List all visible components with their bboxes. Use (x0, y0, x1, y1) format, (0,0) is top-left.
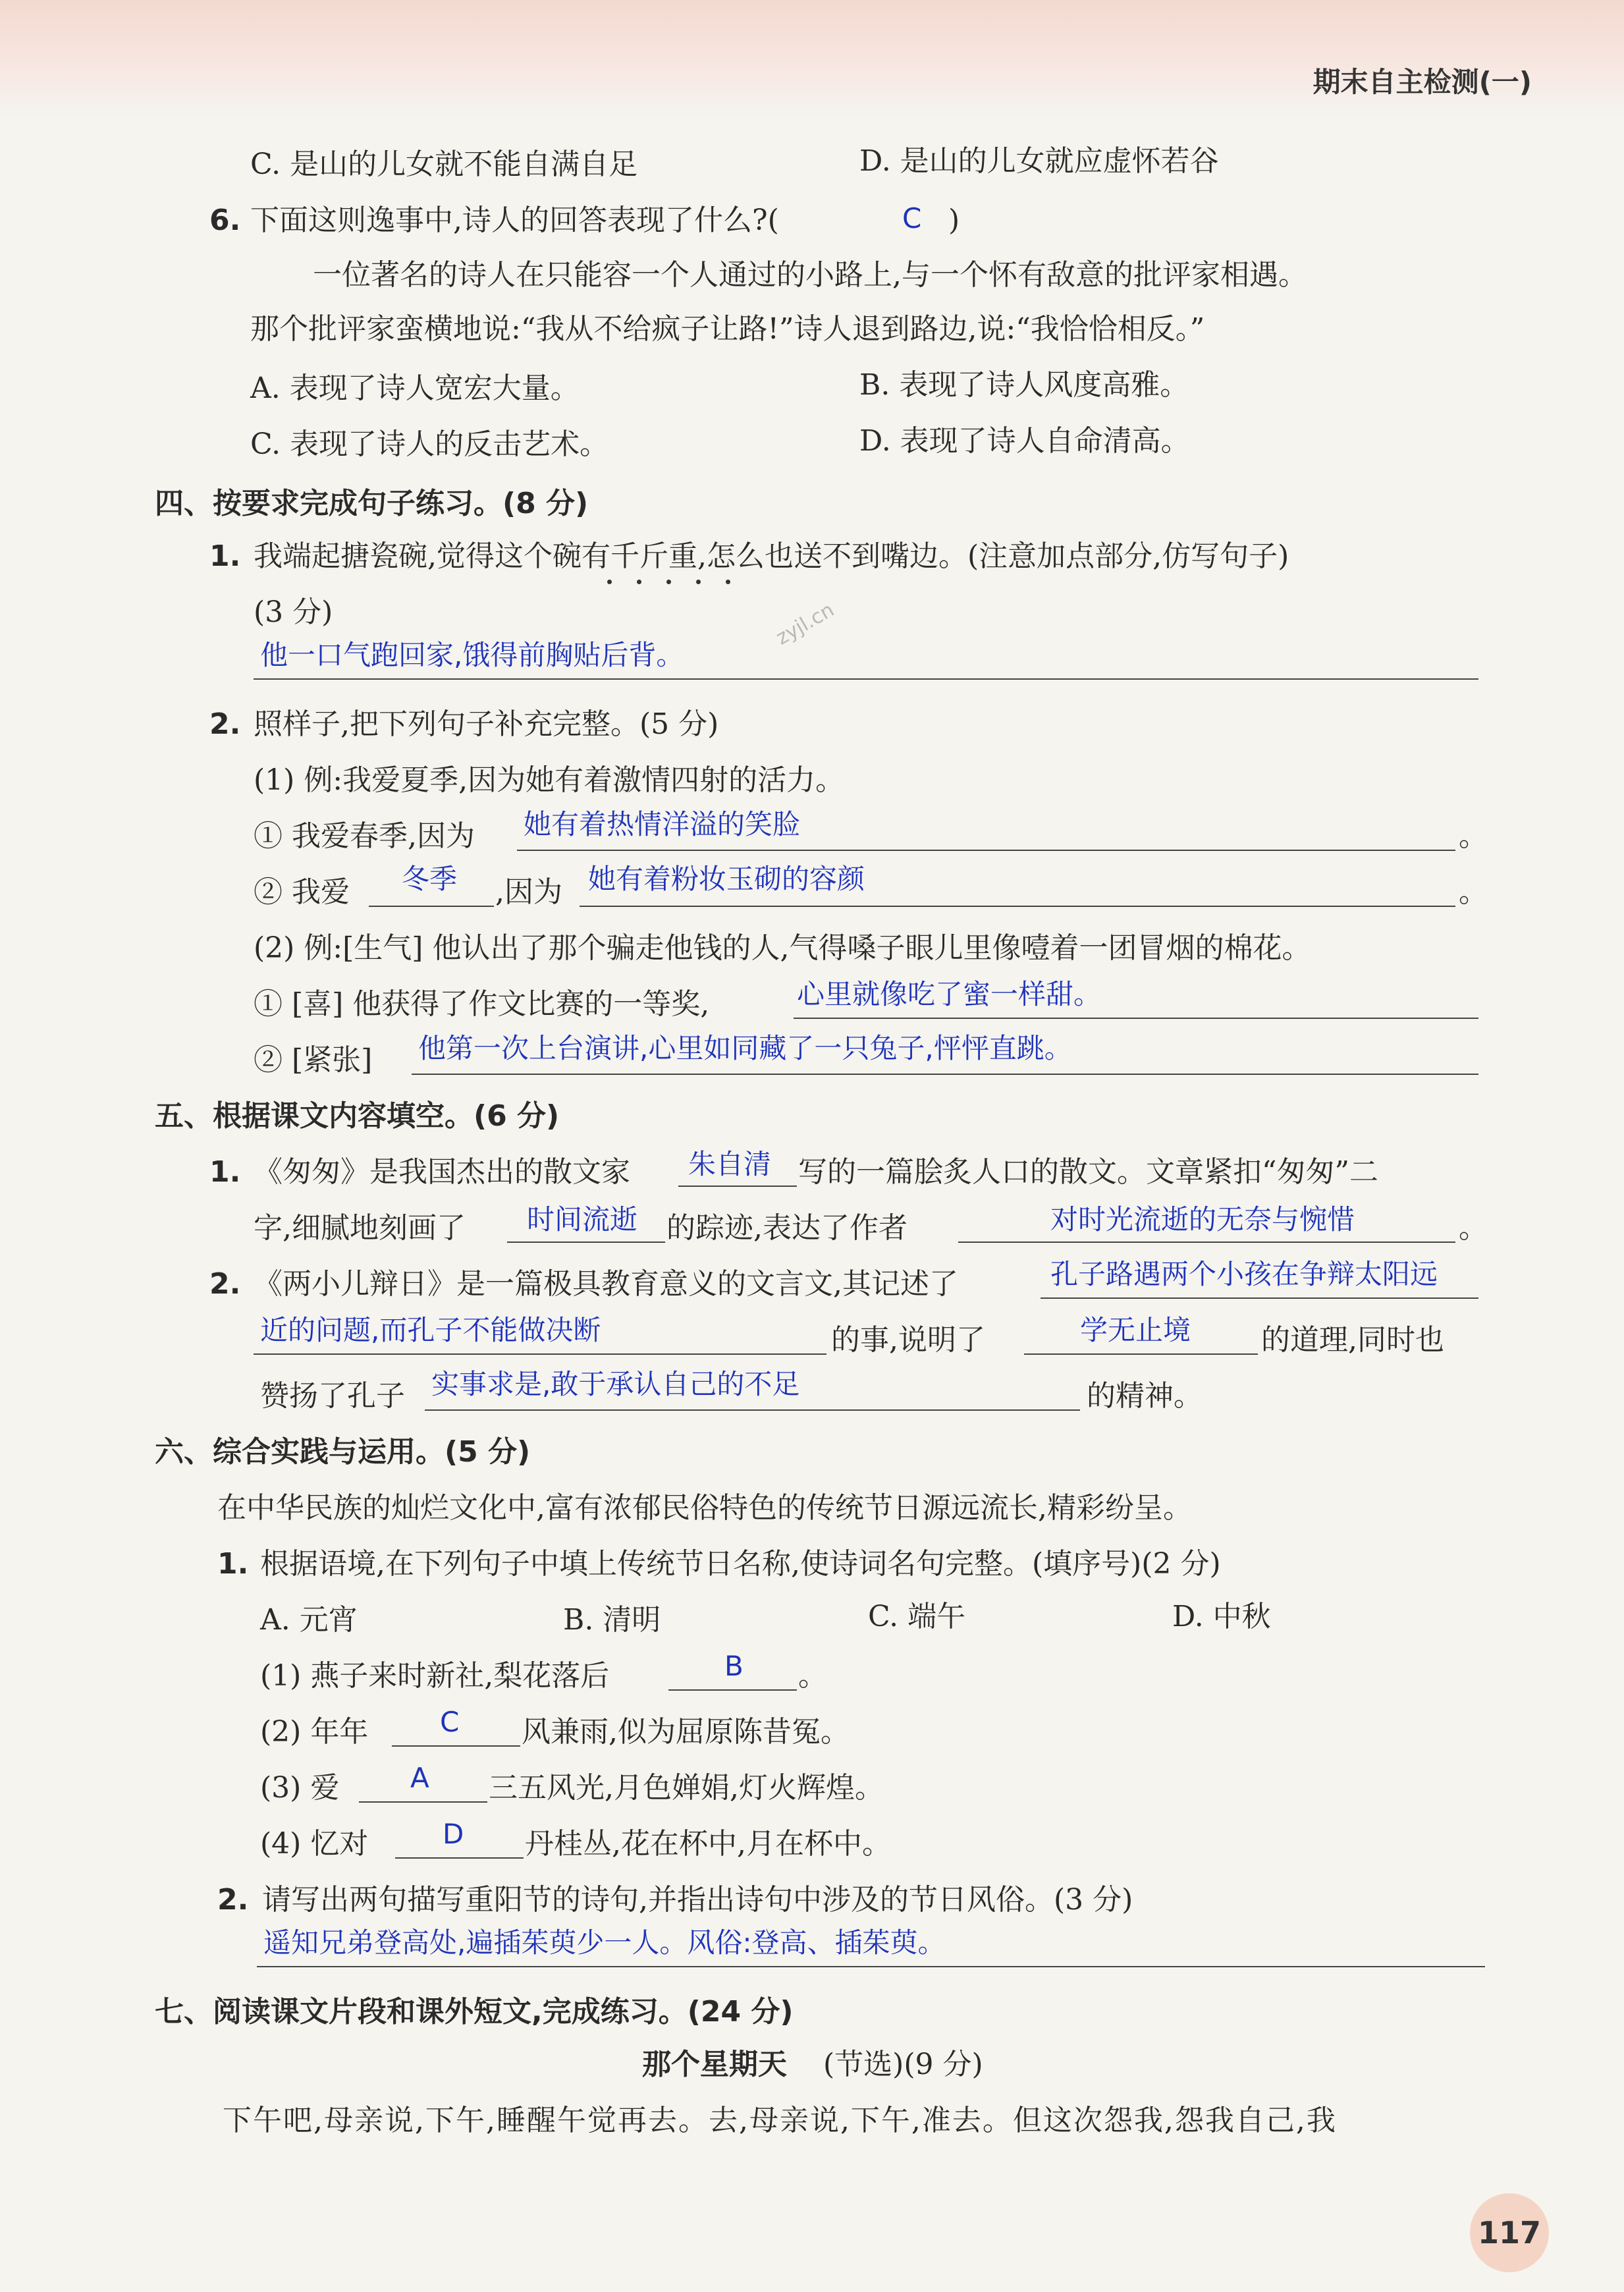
s6-s3-pre: (3) 爱 (260, 1771, 340, 1805)
s6-q1-number: 1. (217, 1547, 249, 1581)
answer-line (517, 850, 1455, 851)
answer-line (369, 906, 494, 907)
s6-s4-answer: D (443, 1818, 464, 1850)
s4-q2-2-b-prefix: ② [紧张] (254, 1043, 373, 1077)
q6-story-line2: 那个批评家蛮横地说:“我从不给疯子让路!”诗人退到路边,说:“我恰恰相反。” (250, 312, 1205, 346)
section-5-title: 五、根据课文内容填空。(6 分) (155, 1099, 560, 1133)
s5-q2-number: 2. (209, 1267, 241, 1301)
period: 。 (1459, 1211, 1488, 1245)
s5-q2-part1: 《两小儿辩日》是一篇极具教育意义的文言文,其记述了 (254, 1267, 958, 1301)
s6-s2-answer: C (440, 1706, 460, 1738)
q6-close-paren: ) (948, 204, 960, 237)
s5-q1-number: 1. (209, 1155, 241, 1189)
section-6-title: 六、综合实践与运用。(5 分) (155, 1435, 531, 1469)
s6-s2-post: 风兼雨,似为屈原陈昔冤。 (522, 1715, 850, 1749)
s6-s2-pre: (2) 年年 (260, 1715, 369, 1749)
answer-line (257, 1966, 1485, 1967)
answer-line (425, 1409, 1080, 1411)
s6-q2-text: 请写出两句描写重阳节的诗句,并指出诗句中涉及的节日风俗。(3 分) (262, 1883, 1133, 1917)
s5-q2-part2: 的事,说明了 (831, 1323, 985, 1357)
emphasis-dot (637, 580, 641, 584)
s5-q1-blank2: 时间流逝 (527, 1203, 638, 1236)
s4-q2-2-a-prefix: ① [喜] 他获得了作文比赛的一等奖, (254, 987, 710, 1021)
answer-line (395, 1857, 524, 1859)
s4-q1-text: 我端起搪瓷碗,觉得这个碗有千斤重,怎么也送不到嘴边。(注意加点部分,仿写句子) (254, 539, 1289, 573)
s5-q1-part4: 的踪迹,表达了作者 (666, 1211, 907, 1245)
s6-s1-pre: (1) 燕子来时新社,梨花落后 (260, 1659, 610, 1693)
s4-q2-1-b-blank: 冬季 (402, 863, 458, 895)
answer-line (794, 1018, 1478, 1019)
s5-q2-part5: 的精神。 (1087, 1379, 1203, 1413)
s5-q2-blank1b: 近的问题,而孔子不能做决断 (260, 1314, 601, 1346)
period: 。 (1459, 819, 1488, 853)
answer-line (254, 1353, 826, 1355)
section-4-title: 四、按要求完成句子练习。(8 分) (155, 487, 589, 520)
q6-answer: C (902, 202, 922, 234)
answer-line (1024, 1353, 1258, 1355)
s6-option-a: A. 元宵 (260, 1603, 358, 1637)
s6-s1-answer: B (724, 1650, 744, 1682)
answer-line (958, 1242, 1455, 1243)
s4-q2-1-b-mid: ,因为 (495, 875, 562, 909)
s5-q1-blank1: 朱自清 (688, 1148, 772, 1180)
answer-line (678, 1186, 797, 1187)
s4-q2-2-example: (2) 例:[生气] 他认出了那个骗走他钱的人,气得嗓子眼儿里像噎着一团冒烟的棉花。 (254, 931, 1311, 965)
running-header: 期末自主检测(一) (1313, 66, 1532, 98)
emphasis-dot (666, 580, 671, 584)
q5-option-d: D. 是山的儿女就应虚怀若谷 (859, 144, 1219, 178)
s5-q2-part3: 的道理,同时也 (1261, 1323, 1444, 1357)
s6-option-b: B. 清明 (563, 1603, 661, 1637)
q6-option-b: B. 表现了诗人风度高雅。 (859, 368, 1189, 402)
page-header-band (0, 0, 1624, 119)
s6-s3-answer: A (410, 1762, 429, 1794)
q6-option-a: A. 表现了诗人宽宏大量。 (250, 371, 580, 405)
s4-q2-1-b-prefix: ② 我爱 (254, 875, 350, 909)
watermark: zyjl.cn (772, 598, 838, 650)
s5-q1-part3: 字,细腻地刻画了 (254, 1211, 466, 1245)
answer-line (359, 1801, 487, 1803)
answer-line (254, 678, 1478, 680)
passage-title: 那个星期天 (642, 2048, 787, 2081)
q6-option-d: D. 表现了诗人自命清高。 (859, 424, 1190, 458)
s4-q2-1-b-answer: 她有着粉妆玉砌的容颜 (588, 863, 865, 895)
answer-line (392, 1745, 520, 1747)
q5-option-c: C. 是山的儿女就不能自满自足 (250, 148, 638, 181)
s6-s1-post: 。 (798, 1659, 827, 1693)
s4-q1-answer: 他一口气跑回家,饿得前胸贴后背。 (260, 639, 684, 671)
s5-q1-part2: 写的一篇脍炙人口的散文。文章紧扣“匆匆”二 (798, 1155, 1378, 1189)
s4-q2-2-b-answer: 他第一次上台演讲,心里如同藏了一只兔子,怦怦直跳。 (418, 1032, 1072, 1064)
s6-option-c: C. 端午 (868, 1600, 966, 1633)
s6-s3-post: 三五风光,月色婵娟,灯火辉煌。 (489, 1771, 884, 1805)
answer-line (507, 1242, 665, 1243)
s6-intro: 在中华民族的灿烂文化中,富有浓郁民俗特色的传统节日源远流长,精彩纷呈。 (217, 1491, 1192, 1525)
answer-line (580, 906, 1455, 907)
s4-q2-2-a-answer: 心里就像吃了蜜一样甜。 (797, 978, 1102, 1010)
s5-q1-part1: 《匆匆》是我国杰出的散文家 (254, 1155, 630, 1189)
s5-q2-blank2: 学无止境 (1080, 1314, 1191, 1346)
emphasis-dot (607, 580, 612, 584)
emphasis-dot (696, 580, 701, 584)
s5-q1-blank3: 对时光流逝的无奈与惋惜 (1050, 1203, 1355, 1236)
s6-q1-text: 根据语境,在下列句子中填上传统节日名称,使诗词名句完整。(填序号)(2 分) (260, 1547, 1221, 1581)
passage-subtitle: (节选)(9 分) (823, 2048, 983, 2081)
s4-q2-number: 2. (209, 707, 241, 741)
answer-line (412, 1074, 1478, 1075)
s6-s4-post: 丹桂丛,花在杯中,月在杯中。 (525, 1827, 891, 1861)
s6-s4-pre: (4) 忆对 (260, 1827, 369, 1861)
s5-q2-blank1a: 孔子路遇两个小孩在争辩太阳远 (1050, 1258, 1438, 1290)
s4-q1-number: 1. (209, 539, 241, 573)
answer-line (668, 1689, 797, 1691)
answer-line (1041, 1297, 1478, 1299)
period: 。 (1459, 875, 1488, 909)
q6-option-c: C. 表现了诗人的反击艺术。 (250, 427, 609, 461)
emphasis-dot (726, 580, 730, 584)
page-number: 117 (1470, 2193, 1549, 2272)
section-7-title: 七、阅读课文片段和课外短文,完成练习。(24 分) (155, 1995, 794, 2029)
s6-q2-number: 2. (217, 1883, 249, 1917)
q6-number: 6. (209, 204, 241, 237)
s4-q2-1-a-answer: 她有着热情洋溢的笑脸 (524, 808, 801, 840)
passage-line: 下午吧,母亲说,下午,睡醒午觉再去。去,母亲说,下午,准去。但这次怨我,怨我自己,我 (223, 2104, 1337, 2137)
s5-q2-blank3: 实事求是,敢于承认自己的不足 (431, 1368, 800, 1400)
s4-q1-score: (3 分) (254, 595, 333, 629)
s4-q2-1-a-prefix: ① 我爱春季,因为 (254, 819, 475, 853)
q6-story-line1: 一位著名的诗人在只能容一个人通过的小路上,与一个怀有敌意的批评家相遇。 (313, 258, 1307, 292)
s4-q2-text: 照样子,把下列句子补充完整。(5 分) (254, 707, 719, 741)
q6-question: 下面这则逸事中,诗人的回答表现了什么?( (250, 204, 779, 237)
s6-option-d: D. 中秋 (1172, 1600, 1271, 1633)
s4-q2-1-example: (1) 例:我爱夏季,因为她有着激情四射的活力。 (254, 763, 845, 797)
s6-q2-answer: 遥知兄弟登高处,遍插茱萸少一人。风俗:登高、插茱萸。 (263, 1926, 946, 1959)
s5-q2-part4: 赞扬了孔子 (260, 1379, 405, 1413)
